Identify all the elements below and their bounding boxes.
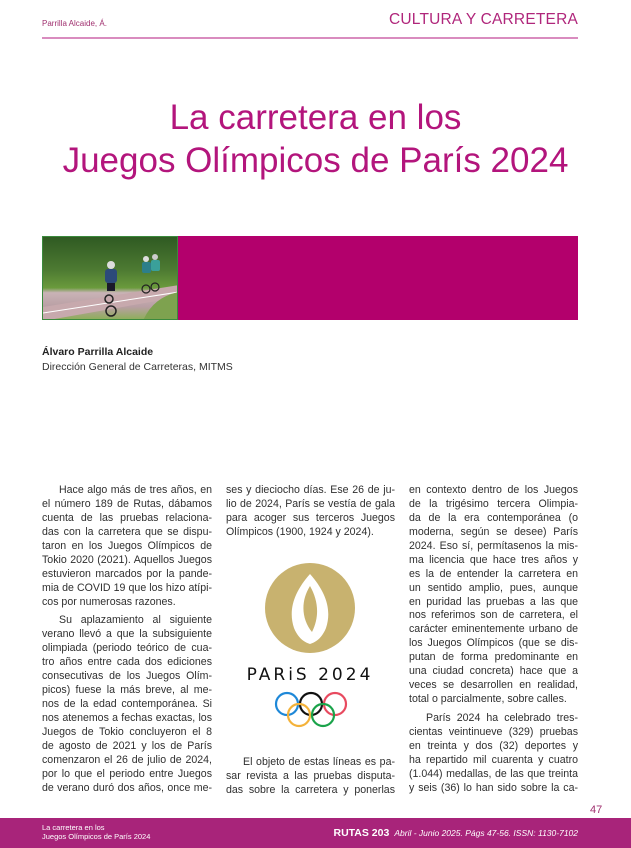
text-line: consecutivas de los Juegos Olím-	[42, 670, 212, 683]
paris-2024-logo	[236, 558, 386, 738]
text-line: cuenta de las pruebas relaciona-	[42, 511, 212, 524]
text-line: de la trigésimo tercera Olimpia-	[409, 497, 578, 510]
text-line: sar revista a las pruebas disputa-	[226, 769, 395, 782]
text-line: de agosto de 2021 y los de París	[42, 739, 212, 752]
paragraph	[42, 614, 212, 795]
text-line: nos referimos son de carretera, el	[409, 609, 578, 622]
text-line: comenzaron el 26 de julio de 2024,	[42, 753, 212, 766]
text-line: en puridad las pruebas a las que	[409, 595, 578, 608]
text-line: cos por numerosas razones.	[42, 595, 176, 608]
author-affiliation: Dirección General de Carreteras, MITMS	[42, 361, 233, 373]
text-column-3	[409, 484, 578, 801]
text-line: total o parcialmente, sobre calles.	[409, 693, 567, 706]
paragraph	[226, 484, 395, 540]
footer-title-line-1: La carretera en los	[42, 823, 105, 832]
text-line: da de la era contemporánea (o	[409, 511, 578, 524]
text-line: para acoger sus terceros Juegos	[226, 511, 395, 524]
text-line: nos de la edad contemporánea. Si	[42, 698, 212, 711]
text-line: veces se desarrollen en realidad,	[409, 679, 578, 692]
issue-info: Abril - Junio 2025. Págs 47-56. ISSN: 1130-7102	[394, 828, 578, 838]
paragraph	[42, 484, 212, 609]
text-line: Hace algo más de tres años, en	[59, 484, 212, 496]
text-line: (1.044) medallas, de las que treinta	[409, 767, 578, 780]
running-author: Parrilla Alcaide, Á.	[42, 19, 107, 28]
journal-name: RUTAS 203	[333, 827, 390, 839]
paragraph	[226, 756, 395, 798]
text-line: estuvieron marcados por la pande-	[42, 567, 212, 580]
text-line: olimpiada (periodo teórico de cua-	[42, 642, 212, 655]
text-line: 2024. Eso sí, permítasenos la mis-	[409, 539, 578, 552]
footer-bar	[0, 818, 631, 848]
text-line: mia de COVID 19 que los hizo atípi-	[42, 581, 212, 594]
text-line: lio de 2024, París se vestía de gala	[226, 497, 395, 510]
text-line: carácter eminentemente urbano de	[409, 623, 578, 636]
text-line: taron en los Juegos Olímpicos de	[42, 539, 212, 552]
text-line: de verano duró dos años, once me-	[42, 781, 212, 794]
section-title: CULTURA Y CARRETERA	[389, 11, 578, 28]
text-line: en treinta y dos (32) deportes y	[409, 739, 578, 752]
text-line: Tokio 2020 (2021). Aquellos Juegos	[42, 553, 212, 566]
title-line-1: La carretera en los	[169, 98, 462, 137]
text-line: y seis (36) lo han sido sobre la ca-	[409, 781, 578, 794]
text-line: ha repartido mil cuarenta y cuatro	[409, 753, 578, 766]
text-line: Juegos de Tokio concluyeron el 8	[42, 725, 212, 738]
text-column-1	[42, 484, 212, 801]
text-line: un sentido amplio, pues, aunque	[409, 581, 578, 594]
text-line: cientas veintinueve (329) pruebas	[409, 725, 578, 738]
author-name: Álvaro Parrilla Alcaide	[42, 346, 154, 358]
olympic-rings-icon	[276, 693, 346, 726]
text-line: los Juegos Olímpicos (que se dis-	[409, 637, 578, 650]
text-line: tro años entre cada dos ediciones	[42, 656, 212, 669]
text-column-2-continued	[226, 756, 395, 803]
title-line-2: Juegos Olímpicos de París 2024	[62, 141, 569, 180]
title-banner	[178, 236, 578, 320]
text-line: picos) fuese la más breve, al me-	[42, 684, 212, 697]
journal-citation	[334, 827, 579, 839]
text-line: ses y dieciocho días. Ese 26 de ju-	[226, 484, 395, 496]
text-line: Su aplazamiento al siguiente	[59, 614, 212, 627]
text-line: das sobre la carretera y ponerlas	[226, 783, 395, 796]
paragraph	[409, 712, 578, 796]
text-line: moderna, según se desee) París	[409, 525, 578, 538]
header-divider	[42, 37, 578, 39]
text-line: putan de forma predominante en	[409, 651, 578, 664]
footer-title-line-2: Juegos Olímpicos de París 2024	[42, 831, 151, 841]
text-line: El objeto de estas líneas es pa-	[243, 756, 395, 768]
text-line: el número 189 de Rutas, dábamos	[42, 497, 212, 510]
text-line: una ciudad concreta) hace que a	[409, 665, 578, 678]
cyclists-illustration	[43, 237, 178, 320]
text-line: en contexto dentro de los Juegos	[409, 484, 578, 496]
paragraph	[409, 484, 578, 707]
text-line: verano llevó a que la subsiguiente	[42, 628, 212, 641]
text-line: ma licencia que hace tres años y	[409, 553, 578, 566]
text-line: por lo que el periodo entre Juegos	[42, 767, 212, 780]
footer-article-title	[42, 824, 150, 841]
page-number: 47	[590, 804, 603, 816]
logo-wordmark: PARiS 2024	[246, 665, 374, 685]
text-line: Olímpicos (1900, 1924 y 2024).	[226, 525, 374, 538]
text-line: París 2024 ha celebrado tres-	[426, 712, 578, 724]
text-line: das con la carretera que se dispu-	[42, 525, 212, 538]
text-column-2	[226, 484, 395, 545]
cyclists-photo	[42, 236, 178, 320]
text-line: es la de entender la carretera en	[409, 567, 578, 580]
text-line: nos atenemos a fechas exactas, los	[42, 712, 212, 724]
article-title	[0, 96, 631, 182]
